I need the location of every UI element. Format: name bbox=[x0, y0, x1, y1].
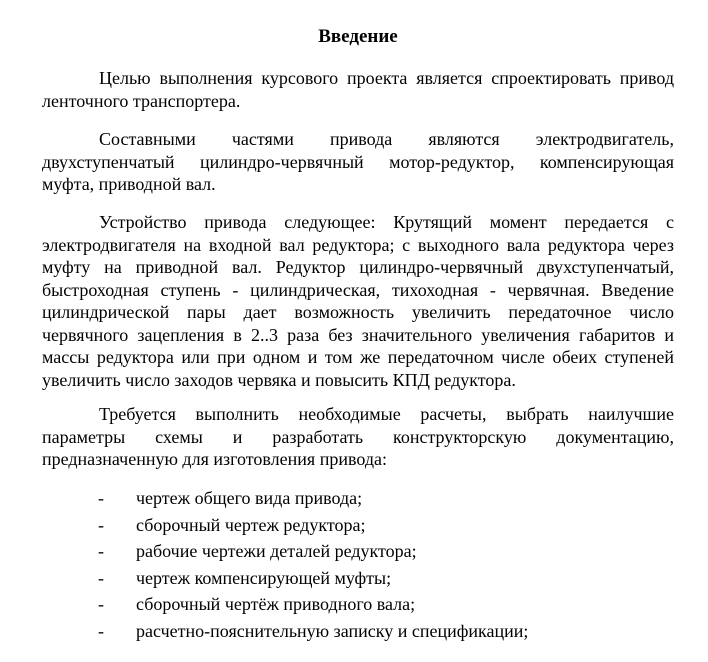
text-line: увеличить число заходов червяка и повысить КПД редуктора. bbox=[42, 369, 516, 390]
text-line: двухступенчатый цилиндро-червячный мотор-редуктор, компенсирующая bbox=[42, 151, 674, 172]
text-line: Составными частями привода являются электродвигатель, bbox=[99, 129, 674, 149]
list-item-text: рабочие чертежи деталей редуктора; bbox=[136, 541, 417, 562]
text-line: муфту на приводной вал. Редуктор цилиндро-червячный двухступенчатый, bbox=[42, 257, 674, 277]
text-line: массы редуктора или при одном и том же передаточном числе обеих ступеней bbox=[42, 347, 674, 367]
paragraph-goal bbox=[42, 67, 674, 112]
text-line: Целью выполнения курсового проекта является спроектировать привод bbox=[99, 68, 674, 88]
list-item-text: чертеж компенсирующей муфты; bbox=[136, 567, 392, 588]
text-line: червячного зацепления в 2..3 раза без значительного увеличения габаритов и bbox=[42, 324, 674, 345]
list-dash: - bbox=[98, 541, 104, 562]
text-line: быстроходная ступень - цилиндрическая, тихоходная - червячная. Введение bbox=[42, 279, 674, 300]
paragraph-device bbox=[42, 211, 674, 391]
text-line: ленточного транспортера. bbox=[42, 90, 241, 111]
list-dash: - bbox=[98, 514, 104, 535]
paragraph-components bbox=[42, 128, 674, 196]
list-item-text: сборочный чертёж приводного вала; bbox=[136, 594, 416, 615]
list-item-text: расчетно-пояснительную записку и спецификации; bbox=[136, 620, 529, 641]
list-dash: - bbox=[98, 567, 104, 588]
page-title: Введение bbox=[318, 26, 398, 47]
list-dash: - bbox=[98, 594, 104, 615]
list-dash: - bbox=[98, 488, 104, 508]
text-line: Требуется выполнить необходимые расчеты, выбрать наилучшие bbox=[99, 404, 674, 424]
text-line: предназначенную для изготовления привода: bbox=[42, 449, 387, 469]
text-line: Устройство привода следующее: Крутящий момент передается с bbox=[99, 212, 674, 232]
text-line: электродвигателя на входной вал редуктора; с выходного вала редуктора через bbox=[42, 234, 674, 255]
paragraph-requirements bbox=[42, 403, 674, 471]
list-item-text: чертеж общего вида привода; bbox=[136, 488, 363, 508]
text-line: муфта, приводной вал. bbox=[42, 174, 216, 194]
list-dash: - bbox=[98, 620, 104, 641]
list-item-text: сборочный чертеж редуктора; bbox=[136, 514, 366, 535]
text-line: параметры схемы и разработать конструкторскую документацию, bbox=[42, 426, 674, 447]
text-line: цилиндрической пары дает возможность увеличить передаточное число bbox=[42, 302, 674, 322]
